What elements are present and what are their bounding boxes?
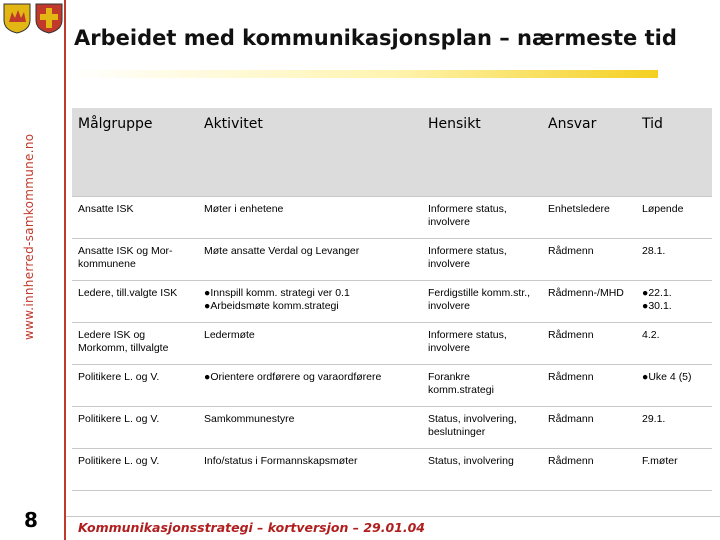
table-cell: Rådmenn <box>542 449 636 491</box>
table-cell: ●Innspill komm. strategi ver 0.1 ●Arbeidsmøte komm.strategi <box>198 281 422 323</box>
table-cell: 29.1. <box>636 407 712 449</box>
table-cell: Forankre komm.strategi <box>422 365 542 407</box>
website-url: www.innherred-samkommune.no <box>22 133 36 340</box>
table-cell: Informere status, involvere <box>422 323 542 365</box>
table-cell: Møter i enhetene <box>198 197 422 239</box>
column-header: Tid <box>636 108 712 197</box>
table-row <box>72 449 712 491</box>
table-cell: Info/status i Formannskapsmøter <box>198 449 422 491</box>
coat-of-arms-right-icon <box>34 2 64 34</box>
table-row <box>72 239 712 281</box>
table-row <box>72 407 712 449</box>
table-cell: ●Orientere ordførere og varaordførere <box>198 365 422 407</box>
table-header-row <box>72 108 712 197</box>
table-cell: Informere status, involvere <box>422 239 542 281</box>
table-cell: Status, involvering, beslutninger <box>422 407 542 449</box>
page-title: Arbeidet med kommunikasjonsplan – nærmeste tid <box>74 26 677 50</box>
table-cell: Løpende <box>636 197 712 239</box>
title-underline-bar <box>66 70 658 78</box>
table-cell: Enhetsledere <box>542 197 636 239</box>
table-cell: Ledermøte <box>198 323 422 365</box>
sidebar-divider <box>64 0 66 540</box>
table-cell: 4.2. <box>636 323 712 365</box>
coat-of-arms-left-icon <box>2 2 32 34</box>
footer-divider <box>66 516 720 517</box>
table-cell: Samkommunestyre <box>198 407 422 449</box>
sidebar <box>0 0 64 540</box>
table-cell: Ansatte ISK og Mor-kommunene <box>72 239 198 281</box>
table-cell: Rådmenn <box>542 323 636 365</box>
table-row <box>72 281 712 323</box>
table-row <box>72 197 712 239</box>
table-cell: Ledere ISK og Morkomm, tillvalgte <box>72 323 198 365</box>
column-header: Ansvar <box>542 108 636 197</box>
page-number: 8 <box>24 508 38 532</box>
table-cell: Politikere L. og V. <box>72 449 198 491</box>
table-cell: Ferdigstille komm.str., involvere <box>422 281 542 323</box>
table-cell: F.møter <box>636 449 712 491</box>
table-row <box>72 365 712 407</box>
table-cell: Ledere, till.valgte ISK <box>72 281 198 323</box>
table-cell: Rådmenn-/MHD <box>542 281 636 323</box>
table-cell: Status, involvering <box>422 449 542 491</box>
table-row <box>72 323 712 365</box>
table-cell: ●Uke 4 (5) <box>636 365 712 407</box>
plan-table <box>72 108 712 491</box>
table-cell: Politikere L. og V. <box>72 365 198 407</box>
footer-text: Kommunikasjonsstrategi – kortversjon – 29.01.04 <box>78 520 426 535</box>
table-cell: 28.1. <box>636 239 712 281</box>
table-cell: Møte ansatte Verdal og Levanger <box>198 239 422 281</box>
table-cell: Rådmann <box>542 407 636 449</box>
table-cell: ●22.1. ●30.1. <box>636 281 712 323</box>
table-cell: Politikere L. og V. <box>72 407 198 449</box>
table-cell: Informere status, involvere <box>422 197 542 239</box>
table-cell: Rådmenn <box>542 239 636 281</box>
column-header: Målgruppe <box>72 108 198 197</box>
plan-table-container <box>72 108 712 470</box>
table-cell: Ansatte ISK <box>72 197 198 239</box>
column-header: Hensikt <box>422 108 542 197</box>
column-header: Aktivitet <box>198 108 422 197</box>
table-body <box>72 197 712 491</box>
table-cell: Rådmenn <box>542 365 636 407</box>
